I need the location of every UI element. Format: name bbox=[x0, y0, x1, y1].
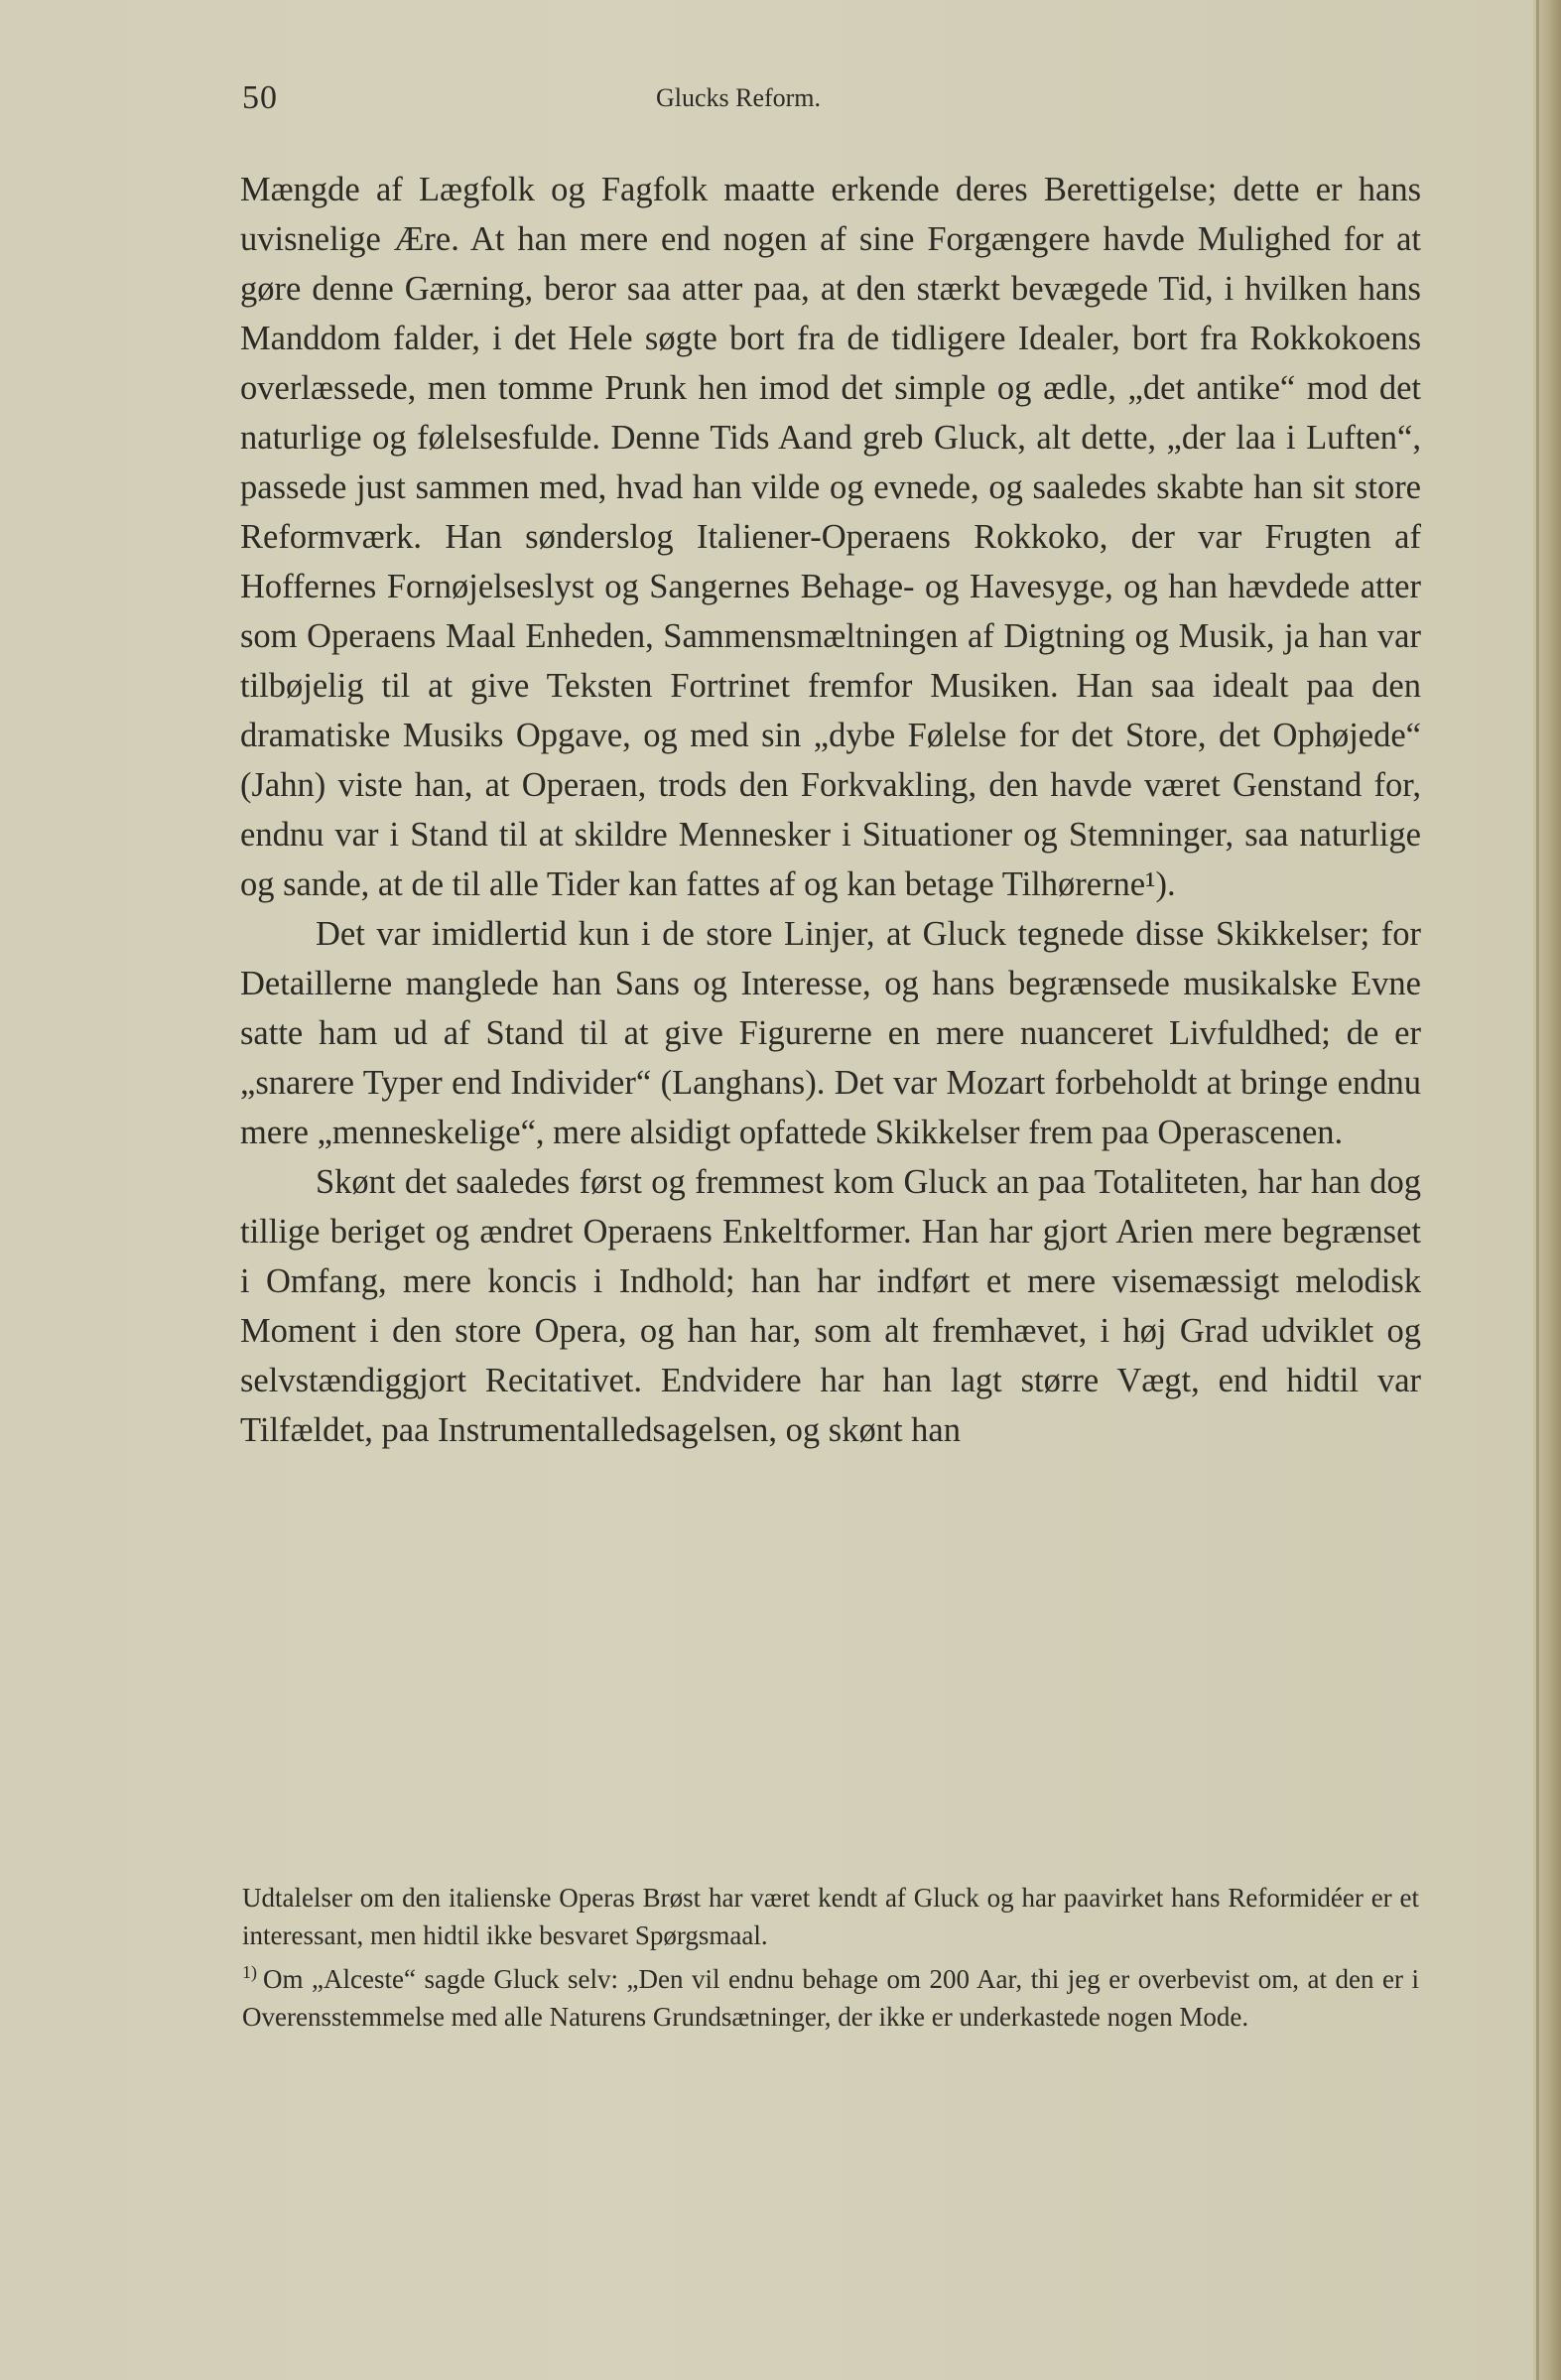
footnote-continued: Udtalelser om den italienske Operas Brøst har været kendt af Gluck og har paavirket hans Reformidéer er et interessant, men hidtil ikke besvaret Spørgsmaal. bbox=[242, 1883, 1419, 1950]
paragraph: Det var imidlertid kun i de store Linjer, at Gluck tegnede disse Skikkelser; for Detaillerne manglede han Sans og Interesse, og hans begrænsede musikalske Evne satte ham ud af Stand til at give Figurerne en mere nuanceret Livfuldhed; de er „snarere Typer end Individer“ (Langhans). Det var Mozart forbeholdt at bringe endnu mere „menneskelige“, mere alsidigt opfattede Skikkelser frem paa Operascenen. bbox=[240, 915, 1421, 1151]
running-title: Glucks Reform. bbox=[655, 83, 822, 112]
footnotes bbox=[242, 1880, 1419, 2036]
footnote-marker: 1) bbox=[242, 1962, 257, 1982]
footnote-1 bbox=[242, 1954, 1419, 2036]
page-header bbox=[242, 79, 1423, 129]
body-text bbox=[240, 165, 1421, 1455]
footnote-text: Om „Alceste“ sagde Gluck selv: „Den vil endnu behage om 200 Aar, thi jeg er overbevist om, at den er i Overensstemmelse med alle Naturens Grundsætninger, der ikke er underkastede nogen Mode. bbox=[242, 1964, 1419, 2032]
page-edge-shadow bbox=[1536, 0, 1539, 2380]
paragraph: Skønt det saaledes først og fremmest kom Gluck an paa Totaliteten, har han dog tillige beriget og ændret Operaens Enkeltformer. Han har gjort Arien mere begrænset i Omfang, mere koncis i Indhold; han har indført et mere visemæssigt melodisk Moment i den store Opera, og han har, som alt fremhævet, i høj Grad udviklet og selvstændiggjort Recitativet. Endvidere har han lagt større Vægt, end hidtil var Tilfældet, paa Instrumentalledsagelsen, og skønt han bbox=[240, 1163, 1421, 1449]
paragraph: Mængde af Lægfolk og Fagfolk maatte erkende deres Berettigelse; dette er hans uvisnelige Ære. At han mere end nogen af sine Forgængere havde Mulighed for at gøre denne Gærning, beror saa atter paa, at den stærkt bevægede Tid, i hvilken hans Manddom falder, i det Hele søgte bort fra de tidligere Idealer, bort fra Rokkokoens overlæssede, men tomme Prunk hen imod det simple og ædle, „det antike“ mod det naturlige og følelsesfulde. Denne Tids Aand greb Gluck, alt dette, „der laa i Luften“, passede just sammen med, hvad han vilde og evnede, og saaledes skabte han sit store Reformværk. Han sønderslog Italiener-Operaens Rokkoko, der var Frugten af Hoffernes Fornøjelseslyst og Sangernes Behage- og Havesyge, og han hævdede atter som Operaens Maal Enheden, Sammensmæltningen af Digtning og Musik, ja han var tilbøjelig til at give Teksten Fortrinet fremfor Musiken. Han saa idealt paa den dramatiske Musiks Opgave, og med sin „dybe Følelse for det Store, det Ophøjede“ (Jahn) viste han, at Operaen, trods den Forkvakling, den havde været Genstand for, endnu var i Stand til at skildre Mennesker i Situationer og Stemninger, saa naturlige og sande, at de til alle Tider kan fattes af og kan betage Tilhørerne¹). bbox=[240, 171, 1421, 903]
page-number: 50 bbox=[242, 79, 278, 116]
